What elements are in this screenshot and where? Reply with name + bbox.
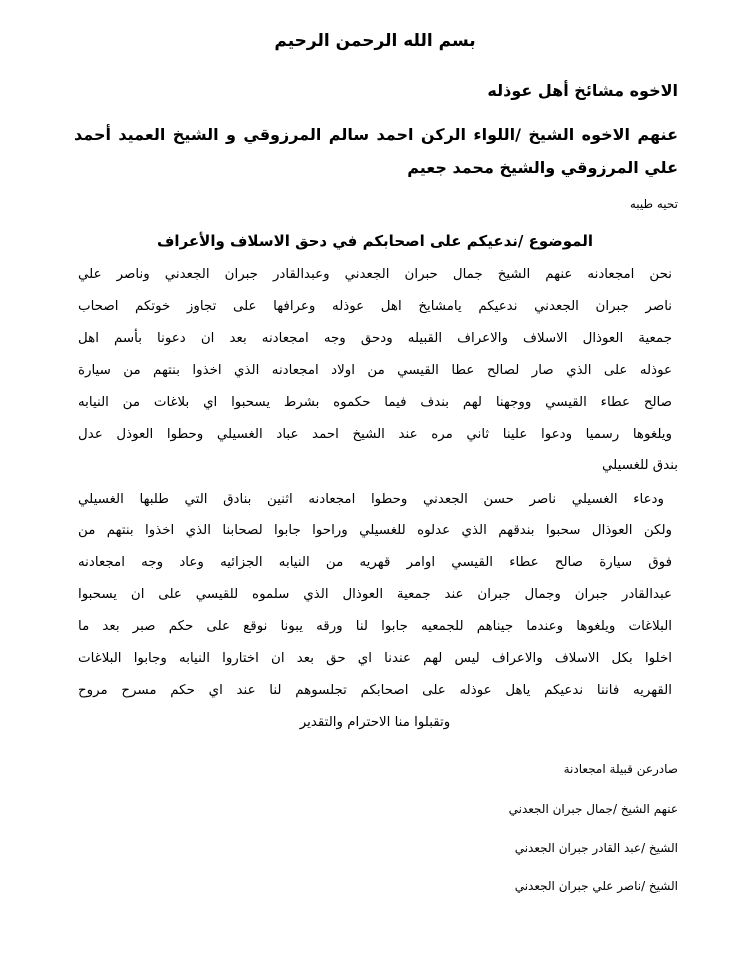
recipients-line-2: علي المرزوقي والشيخ محمد جعيم [407, 158, 678, 177]
paragraph2-line: القهريه فاننا ندعيكم ياهل عوذله على اصحابكم تجلسوهم لنا عند اي حكم مسرح مروح [78, 683, 672, 698]
paragraph1-line: بندق للغسيلي [602, 458, 678, 473]
recipients-line-1: عنهم الاخوه الشيخ /اللواء الركن احمد سالم المرزوقي و الشيخ العميد أحمد [74, 125, 678, 144]
paragraph1-line: ويلغوها رسميا ودعوا علينا ثاني مره عند الشيخ احمد عباد الغسيلي وحطوا العوذل عدل [78, 427, 672, 442]
signatory: الشيخ /عبد القادر جبران الجعدني [514, 841, 678, 855]
issued-by: صادرعن قبيلة امجعادنة [563, 762, 678, 776]
paragraph1-line: ناصر جبران الجعدني ندعيكم يامشايخ اهل عوذله وعرافها على تجاوز خوتكم اصحاب [78, 299, 672, 314]
signatory: الشيخ /ناصر علي جبران الجعدني [514, 879, 678, 893]
paragraph2-line: عبدالقادر جبران وجمال جبران عند جمعية العوذال الذي سلموه للقيسي على ان يسحبوا [78, 587, 672, 602]
addressee: الاخوه مشائخ أهل عوذله [487, 81, 678, 100]
basmala: بسم الله الرحمن الرحيم [274, 31, 476, 51]
paragraph1-line: صالح عطاء القيسي ووجهنا لهم بندف فيما حكموه بشرط يسحبوا اي بلاغات من النيابه [78, 395, 672, 410]
paragraph2-line: فوق سيارة صالح عطاء القيسي اوامر قهريه من النيابه الجزائيه وعاد وجه امجعادنه [78, 555, 672, 570]
paragraph1-line: نحن امجعادنه عنهم الشيخ جمال حبران الجعدني وعبدالقادر جبران الجعدني وناصر علي [78, 267, 672, 282]
greeting: تحيه طيبه [629, 197, 678, 211]
paragraph2-line: اخلوا بكل الاسلاف والاعراف ليس لهم عندنا اي حق بعد ان اختاروا النيابه وجابوا البلاغات [78, 651, 672, 666]
paragraph1-line: جمعية العوذال الاسلاف والاعراف القبيله ودحق وجه امجعادنه بعد ان دعونا بأسم اهل [78, 331, 672, 346]
subject: الموضوع /ندعيكم على اصحابكم في دحق الاسلاف والأعراف [157, 232, 593, 250]
paragraph1-line: عوذله على الذي صار لصالح عطا القيسي من اولاد امجعادنه الذي اخذوا بنتهم من سيارة [78, 363, 672, 378]
paragraph2-line: ولكن العوذال سحبوا بندقهم الذي عدلوه للغسيلي وراحوا جابوا لصحابنا الذي اخذوا بنتهم من [78, 523, 672, 538]
paragraph2-line: البلاغات ويلغوها وعندما جيناهم للجمعيه جابوا لنا ورقه يبونا نوقع على حكم صبر بعد ما [78, 619, 672, 634]
paragraph2-line: ودعاء الغسيلي ناصر حسن الجعدني وحطوا امجعادنه اثنين بنادق التي طلبها الغسيلي [78, 492, 664, 507]
closing: وتقبلوا منا الاحترام والتقدير [299, 715, 451, 730]
signatory: عنهم الشيخ /جمال جبران الجعدني [508, 802, 678, 816]
